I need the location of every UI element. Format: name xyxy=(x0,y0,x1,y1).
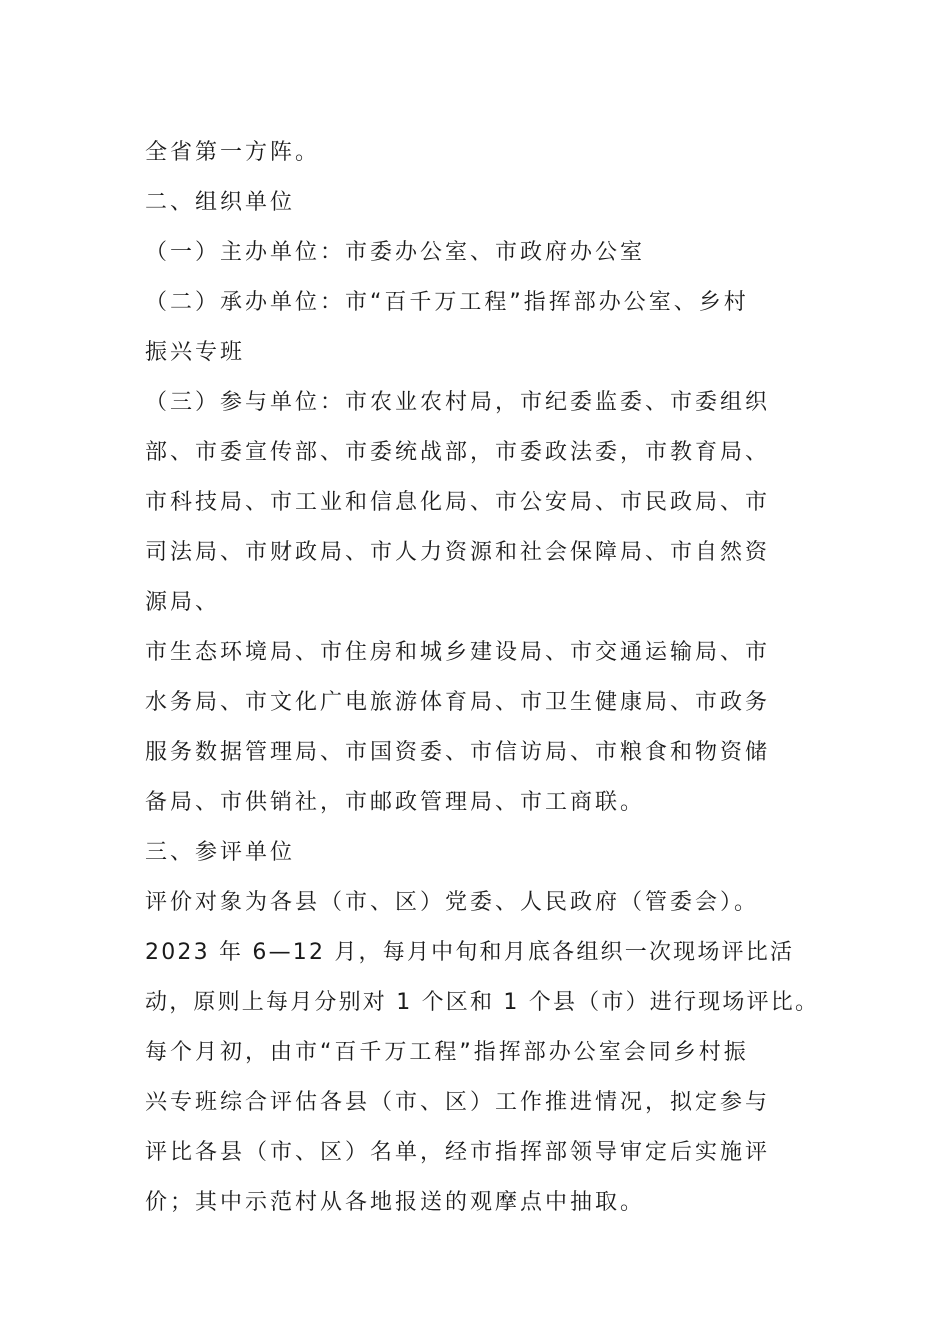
text-line: 振兴专班 xyxy=(145,340,246,365)
text-line: 市科技局、市工业和信息化局、市公安局、市民政局、市 xyxy=(145,490,771,515)
text-line: 价；其中示范村从各地报送的观摩点中抽取。 xyxy=(145,1190,646,1215)
text-line: 动，原则上每月分别对 1 个区和 1 个县（市）进行现场评比。 xyxy=(145,990,820,1015)
section-heading: 二、组织单位 xyxy=(145,190,296,215)
text-line: 水务局、市文化广电旅游体育局、市卫生健康局、市政务 xyxy=(145,690,771,715)
text-line: 兴专班综合评估各县（市、区）工作推进情况，拟定参与 xyxy=(145,1090,771,1115)
text-line: 市生态环境局、市住房和城乡建设局、市交通运输局、市 xyxy=(145,640,771,665)
text-line: （二）承办单位：市“百千万工程”指挥部办公室、乡村 xyxy=(145,290,749,315)
text-line: （三）参与单位：市农业农村局，市纪委监委、市委组织 xyxy=(145,390,771,415)
text-line: 评比各县（市、区）名单，经市指挥部领导审定后实施评 xyxy=(145,1140,771,1165)
text-line: 司法局、市财政局、市人力资源和社会保障局、市自然资 xyxy=(145,540,771,565)
text-line: 服务数据管理局、市国资委、市信访局、市粮食和物资储 xyxy=(145,740,771,765)
text-line: 2023 年 6—12 月，每月中旬和月底各组织一次现场评比活 xyxy=(145,940,795,965)
text-line: 备局、市供销社，市邮政管理局、市工商联。 xyxy=(145,790,646,815)
text-line: 全省第一方阵。 xyxy=(145,140,321,165)
text-line: 每个月初，由市“百千万工程”指挥部办公室会同乡村振 xyxy=(145,1040,749,1065)
text-line: （一）主办单位：市委办公室、市政府办公室 xyxy=(145,240,646,265)
section-heading: 三、参评单位 xyxy=(145,840,296,865)
document-body xyxy=(145,128,835,1228)
text-line: 源局、 xyxy=(145,590,221,615)
text-line: 部、市委宣传部、市委统战部，市委政法委，市教育局、 xyxy=(145,440,771,465)
text-line: 评价对象为各县（市、区）党委、人民政府（管委会）。 xyxy=(145,890,760,915)
